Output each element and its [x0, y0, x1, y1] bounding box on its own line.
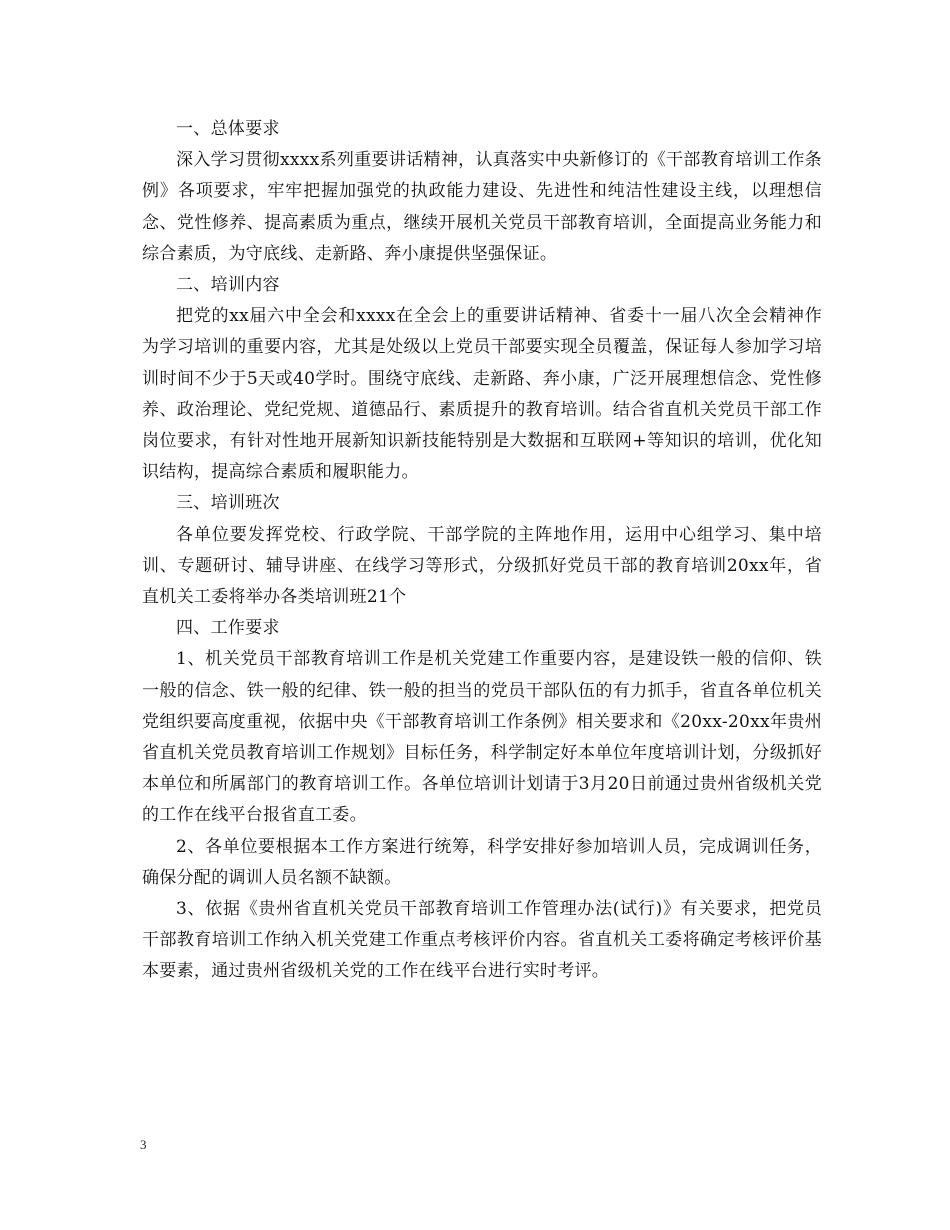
- document-body: [142, 114, 822, 988]
- paragraph-training-classes: 各单位要发挥党校、行政学院、干部学院的主阵地作用，运用中心组学习、集中培训、专题研讨、辅导讲座、在线学习等形式，分级抓好党员干部的教育培训20xx年，省直机关工委将举办各类培训班21个: [142, 524, 822, 608]
- paragraph-work-requirement-3: 3、依据《贵州省直机关党员干部教育培训工作管理办法(试行)》有关要求，把党员干部教育培训工作纳入机关党建工作重点考核评价内容。省直机关工委将确定考核评价基本要素，通过贵州省级机关党的工作在线平台进行实时考评。: [142, 899, 822, 982]
- paragraph-overall-requirements: 深入学习贯彻xxxx系列重要讲话精神，认真落实中央新修订的《干部教育培训工作条例》各项要求，牢牢把握加强党的执政能力建设、先进性和纯洁性建设主线，以理想信念、党性修养、提高素质为重点，继续开展机关党员干部教育培训，全面提高业务能力和综合素质，为守底线、走新路、奔小康提供坚强保证。: [142, 150, 822, 264]
- paragraph-work-requirement-2: 2、各单位要根据本工作方案进行统筹，科学安排好参加培训人员，完成调训任务，确保分配的调训人员名额不缺额。: [142, 836, 822, 888]
- section-heading-overall-requirements: 一、总体要求: [176, 119, 280, 139]
- section-heading-work-requirements: 四、工作要求: [176, 618, 280, 639]
- paragraph-work-requirement-1: 1、机关党员干部教育培训工作是机关党建工作重要内容，是建设铁一般的信仰、铁一般的信念、铁一般的纪律、铁一般的担当的党员干部队伍的有力抓手，省直各单位机关党组织要高度重视，依据中央《干部教育培训工作条例》相关要求和《20xx-20xx年贵州省直机关党员教育培训工作规划》目标任务，科学制定好本单位年度培训计划，分级抓好本单位和所属部门的教育培训工作。各单位培训计划请于3月20日前通过贵州省级机关党的工作在线平台报省直工委。: [142, 649, 822, 826]
- section-heading-training-classes: 三、培训班次: [176, 493, 280, 514]
- page-number: 3: [140, 1137, 147, 1152]
- section-heading-training-content: 二、培训内容: [176, 275, 280, 296]
- paragraph-training-content: 把党的xx届六中全会和xxxx在全会上的重要讲话精神、省委十一届八次全会精神作为学习培训的重要内容，尤其是处级以上党员干部要实现全员覆盖，保证每人参加学习培训时间不少于5天或40学时。围绕守底线、走新路、奔小康，广泛开展理想信念、党性修养、政治理论、党纪党规、道德品行、素质提升的教育培训。结合省直机关党员干部工作岗位要求，有针对性地开展新知识新技能特别是大数据和互联网+等知识的培训，优化知识结构，提高综合素质和履职能力。: [142, 306, 822, 483]
